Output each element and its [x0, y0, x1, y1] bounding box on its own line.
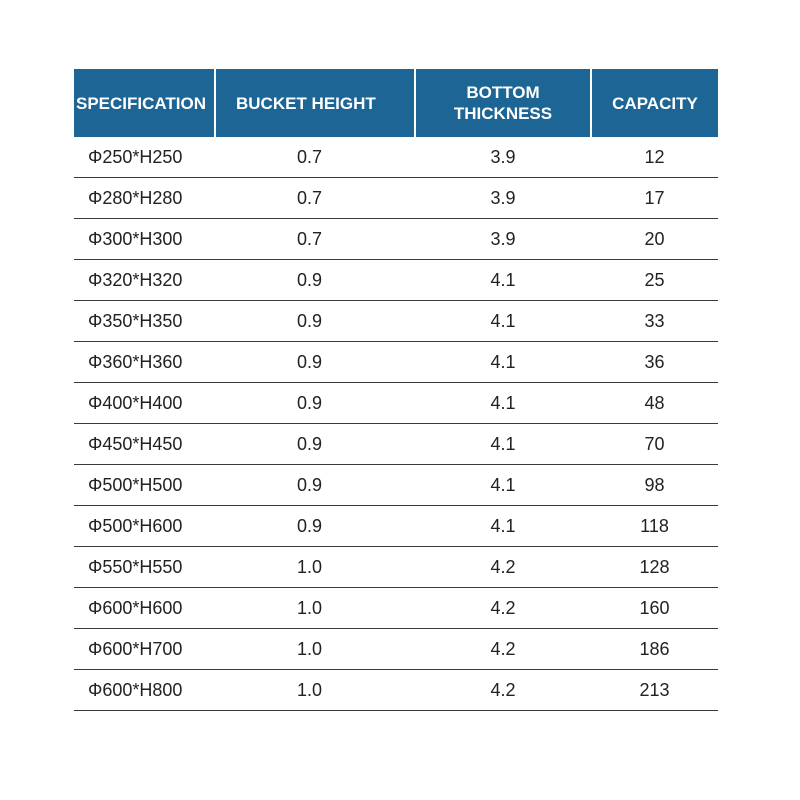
cell-specification: Φ600*H800	[74, 670, 215, 711]
table-row	[74, 260, 718, 301]
cell-specification: Φ360*H360	[74, 342, 215, 383]
cell-specification: Φ450*H450	[74, 424, 215, 465]
specification-table	[74, 69, 718, 711]
table-body	[74, 137, 718, 711]
cell-specification: Φ500*H600	[74, 506, 215, 547]
cell-bucket-height: 0.7	[215, 137, 415, 178]
cell-capacity: 33	[591, 301, 718, 342]
cell-bottom-thickness: 4.1	[415, 465, 591, 506]
cell-bucket-height: 0.9	[215, 342, 415, 383]
cell-capacity: 36	[591, 342, 718, 383]
cell-bottom-thickness: 4.1	[415, 260, 591, 301]
table-row	[74, 383, 718, 424]
cell-specification: Φ550*H550	[74, 547, 215, 588]
cell-capacity: 186	[591, 629, 718, 670]
table-row	[74, 588, 718, 629]
table-header	[74, 69, 718, 137]
cell-bucket-height: 0.9	[215, 301, 415, 342]
cell-bucket-height: 1.0	[215, 670, 415, 711]
header-bucket-height: BUCKET HEIGHT	[215, 69, 415, 137]
cell-specification: Φ600*H700	[74, 629, 215, 670]
cell-bottom-thickness: 4.1	[415, 506, 591, 547]
cell-bottom-thickness: 3.9	[415, 219, 591, 260]
cell-bucket-height: 0.9	[215, 383, 415, 424]
cell-specification: Φ250*H250	[74, 137, 215, 178]
cell-specification: Φ500*H500	[74, 465, 215, 506]
cell-bottom-thickness: 4.1	[415, 342, 591, 383]
table-row	[74, 506, 718, 547]
cell-bottom-thickness: 3.9	[415, 137, 591, 178]
cell-bottom-thickness: 3.9	[415, 178, 591, 219]
cell-bottom-thickness: 4.2	[415, 629, 591, 670]
cell-capacity: 48	[591, 383, 718, 424]
cell-bucket-height: 1.0	[215, 629, 415, 670]
header-bottom-thickness-line1: BOTTOM	[466, 83, 540, 102]
table-row	[74, 137, 718, 178]
cell-bucket-height: 0.9	[215, 465, 415, 506]
table-row	[74, 547, 718, 588]
cell-capacity: 98	[591, 465, 718, 506]
cell-capacity: 213	[591, 670, 718, 711]
cell-bucket-height: 0.7	[215, 178, 415, 219]
cell-bucket-height: 0.9	[215, 506, 415, 547]
cell-bucket-height: 0.9	[215, 424, 415, 465]
header-bottom-thickness-line2: THICKNESS	[453, 104, 553, 123]
header-capacity: CAPACITY	[591, 69, 718, 137]
table-row	[74, 342, 718, 383]
cell-bottom-thickness: 4.2	[415, 670, 591, 711]
cell-bottom-thickness: 4.2	[415, 547, 591, 588]
cell-specification: Φ350*H350	[74, 301, 215, 342]
cell-specification: Φ300*H300	[74, 219, 215, 260]
cell-bucket-height: 1.0	[215, 547, 415, 588]
cell-capacity: 17	[591, 178, 718, 219]
table-row	[74, 178, 718, 219]
cell-capacity: 12	[591, 137, 718, 178]
cell-capacity: 25	[591, 260, 718, 301]
cell-specification: Φ400*H400	[74, 383, 215, 424]
cell-bottom-thickness: 4.1	[415, 424, 591, 465]
cell-bottom-thickness: 4.1	[415, 383, 591, 424]
cell-capacity: 128	[591, 547, 718, 588]
table-row	[74, 629, 718, 670]
header-specification: SPECIFICATION	[74, 69, 215, 137]
cell-specification: Φ600*H600	[74, 588, 215, 629]
cell-capacity: 20	[591, 219, 718, 260]
cell-specification: Φ320*H320	[74, 260, 215, 301]
header-row	[74, 69, 718, 137]
cell-capacity: 160	[591, 588, 718, 629]
table-row	[74, 465, 718, 506]
cell-bottom-thickness: 4.2	[415, 588, 591, 629]
cell-specification: Φ280*H280	[74, 178, 215, 219]
cell-bucket-height: 1.0	[215, 588, 415, 629]
table-row	[74, 670, 718, 711]
table-row	[74, 301, 718, 342]
table-row	[74, 219, 718, 260]
cell-bucket-height: 0.7	[215, 219, 415, 260]
cell-capacity: 70	[591, 424, 718, 465]
cell-capacity: 118	[591, 506, 718, 547]
cell-bucket-height: 0.9	[215, 260, 415, 301]
cell-bottom-thickness: 4.1	[415, 301, 591, 342]
table-row	[74, 424, 718, 465]
header-bottom-thickness	[415, 69, 591, 137]
